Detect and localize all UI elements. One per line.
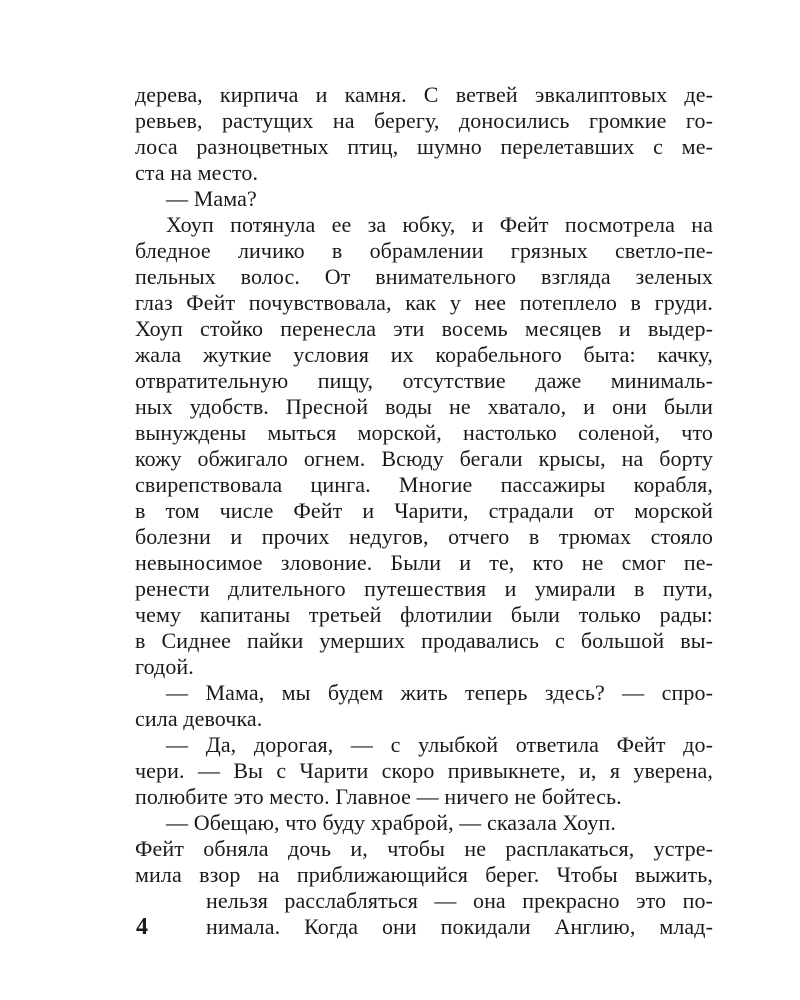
text-line: в том числе Фейт и Чарити, страдали от морской <box>135 498 713 523</box>
text-line: в Сиднее пайки умерших продавались с большой вы- <box>135 628 713 653</box>
text-line: нимала. Когда они покидали Англию, млад- <box>206 914 713 939</box>
text-line: ренести длительного путешествия и умирали в пути, <box>135 576 713 601</box>
text-line: чему капитаны третьей флотилии были только рады: <box>135 602 713 627</box>
text-line: годой. <box>135 654 194 679</box>
text-line: — Обещаю, что буду храброй, — сказала Хоуп. <box>166 810 616 835</box>
text-line: — Мама? <box>166 186 257 211</box>
text-line: ста на место. <box>135 160 259 185</box>
text-line: кожу обжигало огнем. Всюду бегали крысы, на борту <box>135 446 713 471</box>
text-line: сила девочка. <box>135 706 263 731</box>
text-line: нельзя расслабляться — она прекрасно это по- <box>206 888 713 913</box>
text-line: жала жуткие условия их корабельного быта: качку, <box>135 342 713 367</box>
text-line: ревьев, растущих на берегу, доносились громкие го- <box>135 108 713 133</box>
text-line: лоса разноцветных птиц, шумно перелетавших с ме- <box>135 134 713 159</box>
text-line: отвратительную пищу, отсутствие даже минималь- <box>135 368 713 393</box>
text-line: пельных волос. От внимательного взгляда зеленых <box>135 264 713 289</box>
text-line: мила взор на приближающийся берег. Чтобы выжить, <box>135 862 713 887</box>
text-line: чери. — Вы с Чарити скоро привыкнете, и, я уверена, <box>135 758 713 783</box>
text-line: дерева, кирпича и камня. С ветвей эвкалиптовых де- <box>135 82 713 107</box>
text-line: Хоуп потянула ее за юбку, и Фейт посмотрела на <box>166 212 713 237</box>
text-line: — Да, дорогая, — с улыбкой ответила Фейт до- <box>166 732 713 757</box>
text-line: бледное личико в обрамлении грязных светло-пе- <box>135 238 713 263</box>
text-line: — Мама, мы будем жить теперь здесь? — спро- <box>166 680 713 705</box>
text-line: вынуждены мыться морской, настолько соленой, что <box>135 420 713 445</box>
text-line: невыносимое зловоние. Были и те, кто не смог пе- <box>135 550 713 575</box>
page-number: 4 <box>136 914 148 940</box>
text-line: Хоуп стойко перенесла эти восемь месяцев и выдер- <box>135 316 713 341</box>
text-line: Фейт обняла дочь и, чтобы не расплакаться, устре- <box>135 836 713 861</box>
text-line: свирепствовала цинга. Многие пассажиры корабля, <box>135 472 713 497</box>
text-line: ных удобств. Пресной воды не хватало, и они были <box>135 394 713 419</box>
text-line: глаз Фейт почувствовала, как у нее потеплело в груди. <box>135 290 713 315</box>
text-line: болезни и прочих недугов, отчего в трюмах стояло <box>135 524 713 549</box>
text-line: полюбите это место. Главное — ничего не бойтесь. <box>135 784 622 809</box>
